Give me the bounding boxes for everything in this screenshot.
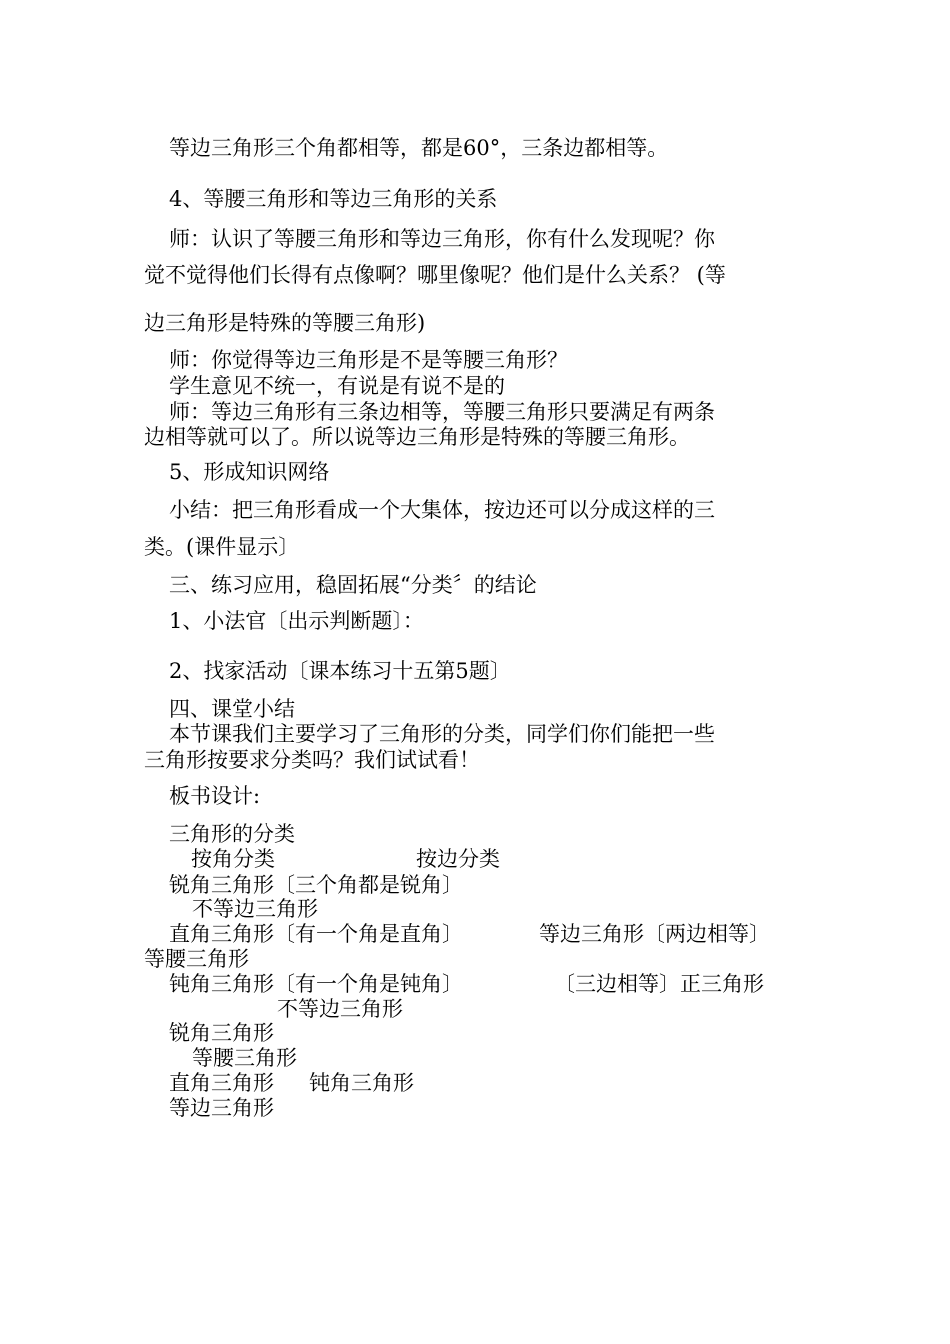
board-acute-def: 锐角三角形〔三个角都是锐角〕 [169,873,463,897]
board-equilateral-def: 等边三角形〔两边相等〕 [539,922,770,946]
paragraph: 本节课我们主要学习了三角形的分类，同学们你们能把一些 [169,722,715,746]
board-obtuse-def: 钝角三角形〔有一个角是钝角〕 [169,972,463,996]
board-regular-def: 〔三边相等〕正三角形 [554,972,764,996]
board-by-side: 按边分类 [416,847,500,871]
paragraph: 三角形按要求分类吗？我们试试看！ [144,748,480,772]
board-acute: 锐角三角形 [169,1021,274,1045]
paragraph: 觉不觉得他们长得有点像啊？哪里像呢？他们是什么关系？ (等 [144,263,726,287]
board-right-def: 直角三角形〔有一个角是直角〕 [169,922,463,946]
paragraph: 师：认识了等腰三角形和等边三角形，你有什么发现呢？你 [169,227,715,251]
board-by-angle: 按角分类 [191,847,275,871]
paragraph: 等边三角形三个角都相等，都是60°，三条边都相等。 [169,136,669,160]
board-isosceles-2: 等腰三角形 [192,1046,297,1070]
paragraph: 边相等就可以了。所以说等边三角形是特殊的等腰三角形。 [144,425,690,449]
paragraph: 1、小法官〔出示判断题〕： [169,609,424,633]
board-title: 三角形的分类 [169,822,295,846]
paragraph: 师：你觉得等边三角形是不是等腰三角形？ [169,348,568,372]
paragraph: 类。(课件显示〕 [144,535,300,559]
section-heading: 三、练习应用，稳固拓展“分类〞的结论 [169,573,537,597]
board-scalene-2: 不等边三角形 [277,997,403,1021]
board-right: 直角三角形 [169,1071,274,1095]
section-heading: 5、形成知识网络 [169,460,330,484]
section-heading: 4、等腰三角形和等边三角形的关系 [169,187,498,211]
paragraph: 学生意见不统一，有说是有说不是的 [169,374,505,398]
board-isosceles: 等腰三角形 [144,947,249,971]
paragraph: 边三角形是特殊的等腰三角形) [144,311,426,335]
board-equilateral: 等边三角形 [169,1096,274,1120]
board-scalene: 不等边三角形 [192,897,318,921]
paragraph: 2、找家活动〔课本练习十五第5题〕 [169,659,511,683]
paragraph: 板书设计: [169,784,261,808]
board-obtuse: 钝角三角形 [309,1071,414,1095]
section-heading: 四、课堂小结 [169,697,295,721]
paragraph: 师：等边三角形有三条边相等，等腰三角形只要满足有两条 [169,400,715,424]
paragraph: 小结：把三角形看成一个大集体，按边还可以分成这样的三 [169,498,715,522]
